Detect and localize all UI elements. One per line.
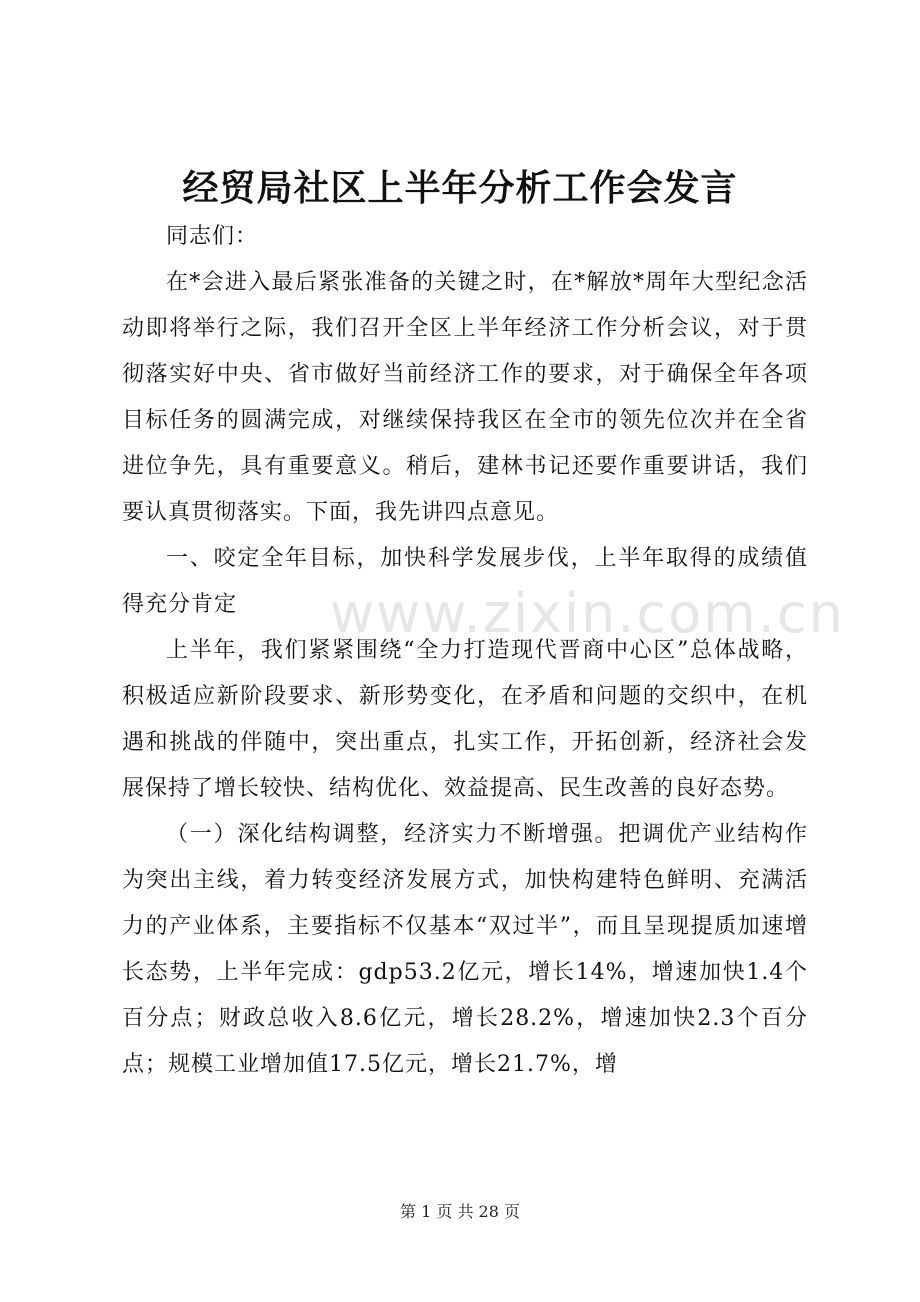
section-heading-1: 一、咬定全年目标，加快科学发展步伐，上半年取得的成绩值得充分肯定 (122, 546, 808, 617)
salutation-paragraph: 同志们： (166, 224, 259, 249)
intro-paragraph: 在*会进入最后紧张准备的关键之时，在*解放*周年大型纪念活动即将举行之际，我们召开全区上半年经济工作分析会议，对于贯彻落实好中央、省市做好当前经济工作的要求，对于确保全年各项目标任务的圆满完成，对继续保持我区在全市的领先位次并在全省进位争先，具有重要意义。稍后，建林书记还要作重要讲话，我们要认真贯彻落实。下面，我先讲四点意见。 (122, 270, 808, 525)
subsection-paragraph-1: （一）深化结构调整，经济实力不断增强。把调优产业结构作为突出主线，着力转变经济发展方式，加快构建特色鲜明、充满活力的产业体系，主要指标不仅基本“双过半”，而且呈现提质加速增长态势，上半年完成：gdp53.2亿元，增长14%，增速加快1.4个百分点；财政总收入8.6亿元，增长28.2%，增速加快2.3个百分点；规模工业增加值17.5亿元，增长21.7%，增 (122, 822, 808, 1077)
summary-paragraph: 上半年，我们紧紧围绕“全力打造现代晋商中心区”总体战略，积极适应新阶段要求、新形势变化，在矛盾和问题的交织中，在机遇和挑战的伴随中，突出重点，扎实工作，开拓创新，经济社会发展保持了增长较快、结构优化、效益提高、民生改善的良好态势。 (122, 638, 808, 801)
watermark: www.zixin.com.cn (330, 582, 845, 645)
page-footer: 第 1 页 共 28 页 (400, 1202, 520, 1221)
document-title: 经贸局社区上半年分析工作会发言 (182, 167, 738, 209)
document-body (122, 214, 808, 1088)
